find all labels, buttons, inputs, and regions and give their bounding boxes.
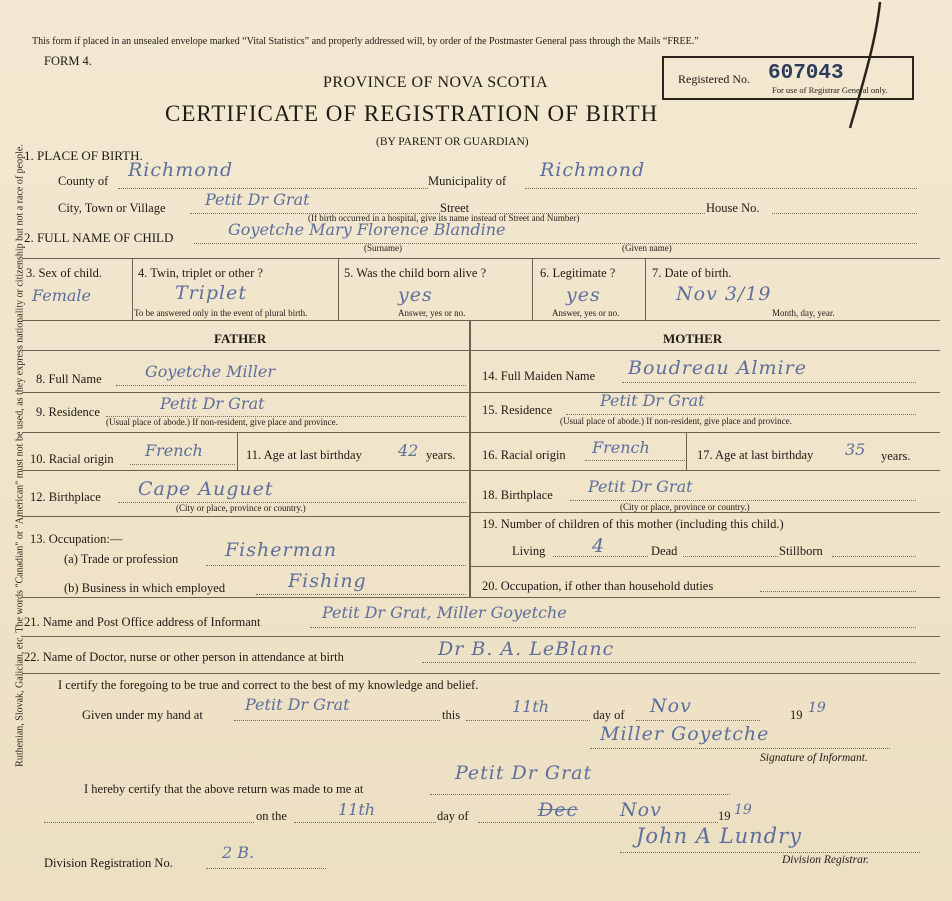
this-label: this (442, 708, 461, 722)
living-value: 4 (592, 535, 606, 557)
place-of-birth-label: 1. PLACE OF BIRTH. (24, 148, 143, 163)
stillborn-label: Stillborn (779, 544, 823, 558)
house-number-label: House No. (706, 201, 760, 215)
registrar-signature-label: Division Registrar. (782, 854, 869, 866)
given-place-value: Petit Dr Grat (245, 695, 350, 714)
father-trade-value: Fisherman (225, 539, 338, 561)
registered-number: 607043 (768, 62, 844, 85)
dead-label: Dead (651, 544, 678, 558)
page-title: CERTIFICATE OF REGISTRATION OF BIRTH (165, 101, 659, 126)
mother-birthplace-note: (City or place, province or country.) (620, 502, 750, 512)
on-the-label: on the (256, 809, 287, 823)
county-label: County of (58, 174, 109, 188)
father-years: years. (426, 448, 456, 462)
given-year-prefix: 19 (790, 708, 803, 722)
informant-value: Petit Dr Grat, Miller Goyetche (322, 603, 567, 622)
mother-age-value: 35 (845, 440, 866, 459)
pen-stroke-mark (842, 0, 882, 130)
legitimate-value: yes (566, 284, 601, 306)
mother-occupation-label: 20. Occupation, if other than household duties (482, 579, 714, 593)
mother-birthplace-label: 18. Birthplace (482, 488, 553, 502)
registrar-signature: John A Lundry (636, 824, 802, 848)
mother-years: years. (881, 449, 911, 463)
given-year-value: 19 (808, 700, 826, 716)
surname-note: (Surname) (364, 243, 402, 253)
mother-racial-value: French (592, 438, 650, 457)
child-name-label: 2. FULL NAME OF CHILD (24, 230, 174, 245)
registered-label: Registered No. (678, 72, 750, 86)
mother-residence-value: Petit Dr Grat (600, 391, 705, 410)
sex-label: 3. Sex of child. (26, 266, 103, 280)
division-reg-value: 2 B. (222, 843, 255, 862)
given-name-note: (Given name) (622, 243, 672, 253)
mother-name-label: 14. Full Maiden Name (482, 369, 596, 383)
division-reg-label: Division Registration No. (44, 856, 173, 870)
county-value: Richmond (128, 159, 234, 181)
mother-birthplace-value: Petit Dr Grat (588, 477, 693, 496)
father-trade-label: (a) Trade or profession (64, 552, 179, 566)
informant-label: 21. Name and Post Office address of Informant (24, 615, 261, 629)
legitimate-label: 6. Legitimate ? (540, 266, 616, 280)
form-number: FORM 4. (44, 54, 92, 68)
twin-value: Triplet (175, 282, 247, 304)
father-business-value: Fishing (288, 570, 367, 592)
registrar-month-struck: Dec (538, 799, 579, 821)
twin-note: To be answered only in the event of plural birth. (134, 308, 308, 318)
father-birthplace-note: (City or place, province or country.) (176, 503, 306, 513)
father-birthplace-label: 12. Birthplace (30, 490, 101, 504)
street-label: Street (440, 201, 470, 215)
mother-residence-label: 15. Residence (482, 403, 553, 417)
doctor-value: Dr B. A. LeBlanc (438, 638, 615, 660)
city-label: City, Town or Village (58, 201, 166, 215)
birth-date-label: 7. Date of birth. (652, 266, 732, 280)
alive-label: 5. Was the child born alive ? (344, 266, 487, 280)
city-value: Petit Dr Grat (205, 190, 310, 209)
municipality-label: Municipality of (428, 174, 507, 188)
day-of-label: day of (593, 708, 625, 722)
birth-date-note: Month, day, year. (772, 308, 835, 318)
legitimate-note: Answer, yes or no. (552, 308, 620, 318)
mother-heading: MOTHER (663, 331, 723, 346)
mother-residence-note: (Usual place of abode.) If non-resident, give place and province. (560, 416, 792, 426)
registrar-place-value: Petit Dr Grat (455, 762, 593, 784)
informant-signature: Miller Goyetche (600, 723, 770, 745)
doctor-label: 22. Name of Doctor, nurse or other person in attendance at birth (24, 650, 344, 664)
page-subtitle: (BY PARENT OR GUARDIAN) (376, 136, 529, 148)
registered-note: For use of Registrar General only. (772, 85, 888, 95)
father-age-label: 11. Age at last birthday (246, 448, 362, 462)
registrar-day-value: 11th (338, 800, 376, 819)
father-birthplace-value: Cape Auguet (138, 478, 274, 500)
mother-age-label: 17. Age at last birthday (697, 448, 814, 462)
given-under-label: Given under my hand at (82, 708, 203, 722)
father-residence-value: Petit Dr Grat (160, 394, 265, 413)
mother-name-value: Boudreau Almire (628, 357, 807, 379)
registrar-day-of-label: day of (437, 809, 469, 823)
birth-date-value: Nov 3/19 (676, 283, 772, 305)
registrar-year-prefix: 19 (718, 809, 731, 823)
father-name-value: Goyetche Miller (145, 362, 276, 381)
side-margin-text: Ruthenian, Slovak, Galician, etc. The words "Canadian" or "American" must not be used, as they express nationality or citizenship but not a race of people. (14, 144, 26, 767)
father-business-label: (b) Business in which employed (64, 581, 226, 595)
given-month-value: Nov (650, 695, 692, 717)
father-racial-label: 10. Racial origin (30, 452, 114, 466)
alive-note: Answer, yes or no. (398, 308, 466, 318)
living-label: Living (512, 544, 546, 558)
province-heading: PROVINCE OF NOVA SCOTIA (323, 74, 549, 91)
father-occupation-label: 13. Occupation:— (30, 532, 123, 546)
mother-racial-label: 16. Racial origin (482, 448, 566, 462)
informant-signature-label: Signature of Informant. (760, 752, 868, 764)
municipality-value: Richmond (540, 159, 646, 181)
mother-children-label: 19. Number of children of this mother (including this child.) (482, 517, 784, 531)
alive-value: yes (398, 284, 433, 306)
mail-notice: This form if placed in an unsealed envelope marked “Vital Statistics” and properly addressed will, by order of the Postmaster General pass through the Mails “FREE.” (32, 36, 699, 47)
sex-value: Female (32, 286, 91, 305)
registrar-month-value: Nov (620, 799, 662, 821)
certify-text: I certify the foregoing to be true and correct to the best of my knowledge and belief. (58, 678, 479, 692)
father-residence-note: (Usual place of abode.) If non-resident, give place and province. (106, 417, 338, 427)
given-day-value: 11th (512, 697, 550, 716)
father-name-label: 8. Full Name (36, 372, 102, 386)
registrar-certify-text: I hereby certify that the above return was made to me at (84, 782, 364, 796)
father-heading: FATHER (214, 331, 267, 346)
child-name-value: Goyetche Mary Florence Blandine (228, 220, 506, 239)
twin-label: 4. Twin, triplet or other ? (138, 266, 263, 280)
father-residence-label: 9. Residence (36, 405, 100, 419)
father-age-value: 42 (398, 441, 419, 460)
registrar-year-value: 19 (734, 802, 752, 818)
hospital-note: (If birth occurred in a hospital, give its name instead of Street and Number) (308, 213, 580, 223)
father-racial-value: French (145, 441, 203, 460)
